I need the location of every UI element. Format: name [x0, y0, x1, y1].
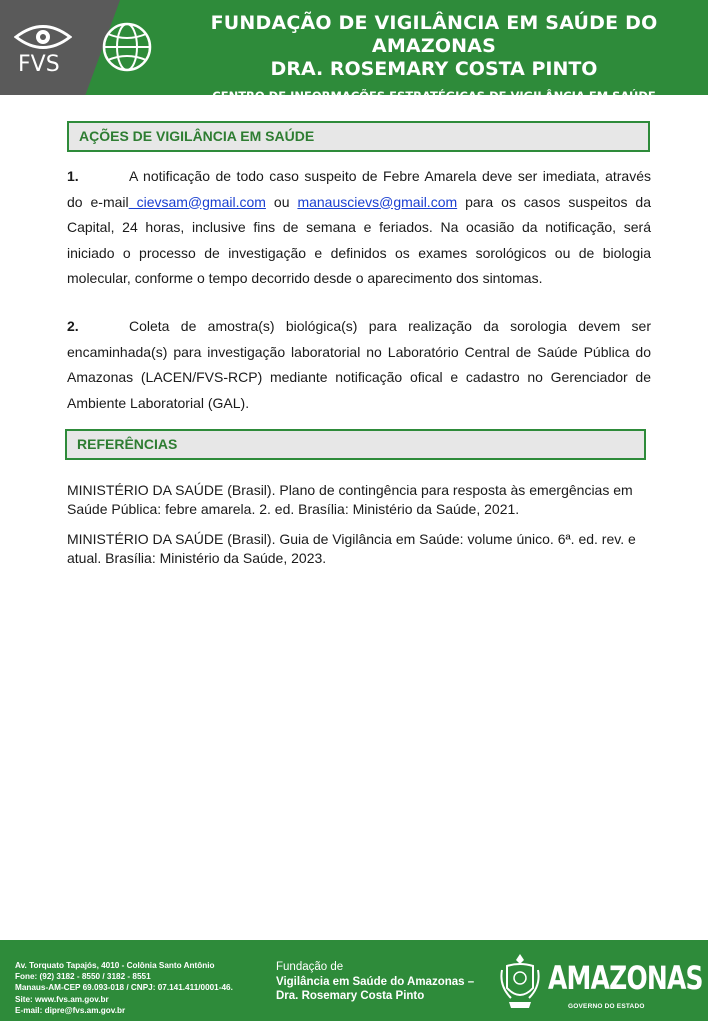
- eye-icon: [14, 22, 72, 52]
- footer-address-line: Av. Torquato Tapajós, 4010 - Colônia Santo Antônio: [15, 961, 215, 970]
- section-acoes-box: [67, 121, 650, 152]
- coat-of-arms-icon: [499, 952, 541, 1012]
- email-link-manauscievs[interactable]: manauscievs@gmail.com: [297, 193, 458, 210]
- section-referencias-title: REFERÊNCIAS: [77, 436, 178, 452]
- footer-state-name: AMAZONAS: [548, 959, 703, 997]
- fvs-logo-text: FVS: [18, 52, 60, 77]
- item-1-text-b: ou: [265, 193, 298, 210]
- footer-email-line[interactable]: E-mail: dipre@fvs.am.gov.br: [15, 1005, 126, 1015]
- footer-fund-line2: Vigilância em Saúde do Amazonas –: [276, 975, 475, 988]
- item-1-paragraph: [67, 164, 651, 292]
- section-acoes-title: AÇÕES DE VIGILÂNCIA EM SAÚDE: [79, 128, 315, 144]
- footer-phone-line: Fone: (92) 3182 - 8550 / 3182 - 8551: [15, 972, 151, 982]
- header-title-line2: DRA. ROSEMARY COSTA PINTO: [270, 58, 598, 80]
- item-2-text: Coleta de amostra(s) biológica(s) para realização da sorologia devem ser encaminhada(s) para investigação laboratorial no Laboratório Central de Saúde Pública do Amazonas (LACEN/FVS-RCP) mediante notificação ofical e cadastro no Gerenciador de Ambiente Laboratorial (GAL).: [67, 318, 651, 411]
- header-subtitle: CENTRO DE INFORMAÇÕES ESTRATÉGICAS DE VIGILÂNCIA EM SAÚDE: [212, 89, 656, 103]
- globe-icon: [100, 18, 154, 76]
- header-title-block: [160, 0, 708, 103]
- footer-state-sub: GOVERNO DO ESTADO: [568, 1003, 645, 1010]
- page-footer: [0, 940, 708, 1021]
- footer-site-line[interactable]: Site: www.fvs.am.gov.br: [15, 994, 109, 1004]
- item-1-text-c: para os casos suspeitos da Capital, 24 horas, inclusive fins de semana e feriados. Na ocasião da notificação, será iniciado o processo de investigação e definidos os exames sorológicos ou de biologia molecular, conforme o tempo decorrido desde o aparecimento dos sintomas.: [67, 193, 651, 286]
- email-link-cievsam[interactable]: cievsam@gmail.com: [128, 193, 266, 210]
- reference-item: MINISTÉRIO DA SAÚDE (Brasil). Plano de contingência para resposta às emergências em Saúde Pública: febre amarela. 2. ed. Brasília: Ministério da Saúde, 2021.: [67, 482, 633, 517]
- footer-cep-line: Manaus-AM-CEP 69.093-018 / CNPJ: 07.141.411/0001-46.: [15, 983, 233, 993]
- item-2-paragraph: [67, 314, 651, 416]
- item-1-text-a: A notificação de todo caso suspeito de Febre Amarela deve ser imediata, através do e-mail: [67, 168, 651, 210]
- header-title-line1: FUNDAÇÃO DE VIGILÂNCIA EM SAÚDE DO AMAZONAS: [210, 12, 658, 57]
- footer-address: [15, 960, 233, 1016]
- item-2-number: 2.: [67, 318, 79, 334]
- reference-item: MINISTÉRIO DA SAÚDE (Brasil). Guia de Vigilância em Saúde: volume único. 6ª. ed. rev. e atual. Brasília: Ministério da Saúde, 2023.: [67, 531, 636, 566]
- footer-fund-line3: Dra. Rosemary Costa Pinto: [276, 990, 425, 1002]
- item-1-number: 1.: [67, 168, 79, 184]
- page-header: [0, 0, 708, 103]
- section-referencias-box: [65, 429, 646, 460]
- footer-foundation-name: [276, 960, 474, 1004]
- footer-fund-line1: Fundação de: [276, 961, 344, 973]
- fvs-logo-panel: [0, 0, 160, 95]
